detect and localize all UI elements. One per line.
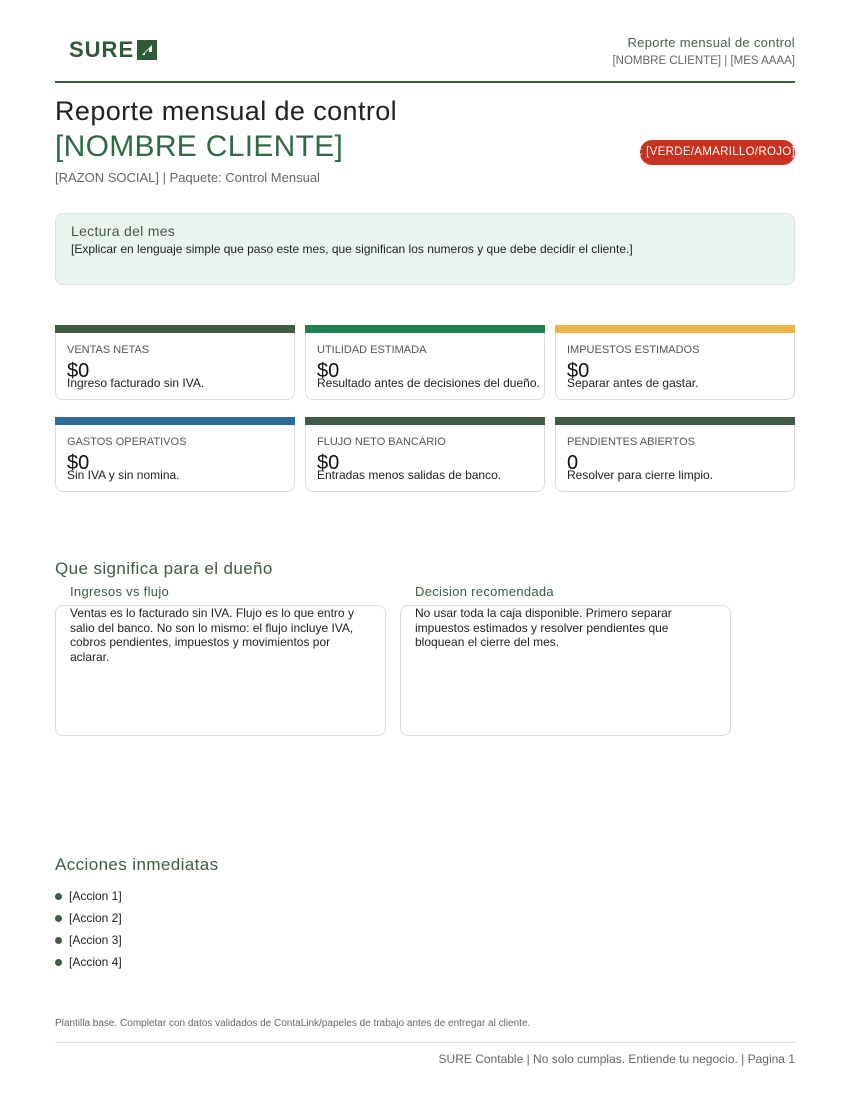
- ingresos-flujo-label: Ingresos vs flujo: [70, 584, 170, 599]
- kpi-note: Resultado antes de decisiones del dueño.: [317, 376, 540, 390]
- action-text: [Accion 3]: [69, 933, 122, 947]
- header-divider: [55, 81, 795, 83]
- kpi-accent-bar: [305, 417, 545, 425]
- action-item: [55, 929, 122, 951]
- kpi-note: Resolver para cierre limpio.: [567, 468, 714, 482]
- decision-text: No usar toda la caja disponible. Primero separar impuestos estimados y resolver pendientes que bloquean el cierre del mes.: [415, 606, 672, 649]
- header-meta: [612, 35, 795, 67]
- logo-mark-icon: [137, 40, 157, 60]
- kpi-accent-bar: [555, 325, 795, 333]
- kpi-accent-bar: [55, 417, 295, 425]
- client-name: [NOMBRE CLIENTE]: [55, 130, 344, 163]
- kpi-note: Separar antes de gastar.: [567, 376, 699, 390]
- kpi-card-flujo: [305, 417, 545, 492]
- kpi-accent-bar: [55, 325, 295, 333]
- actions-list: [55, 885, 122, 973]
- kpi-note: Ingreso facturado sin IVA.: [67, 376, 205, 390]
- header-subtitle: [NOMBRE CLIENTE] | [MES AAAA]: [612, 55, 795, 67]
- header-title: Reporte mensual de control: [627, 35, 795, 50]
- lectura-panel: [55, 213, 795, 285]
- semaforo-badge: [586, 140, 795, 165]
- kpi-label: GASTOS OPERATIVOS: [67, 436, 187, 448]
- action-item: [55, 951, 122, 973]
- action-item: [55, 885, 122, 907]
- lectura-title: Lectura del mes: [71, 223, 176, 239]
- kpi-label: FLUJO NETO BANCARIO: [317, 436, 446, 448]
- decision-box: [400, 605, 731, 736]
- kpi-value: $0: [317, 360, 340, 382]
- kpi-label: VENTAS NETAS: [67, 344, 150, 356]
- template-footnote: Plantilla base. Completar con datos validados de ContaLink/papeles de trabajo antes de entregar al cliente.: [55, 1018, 531, 1029]
- actions-section-title: Acciones inmediatas: [55, 855, 219, 874]
- page-title: Reporte mensual de control: [55, 96, 398, 126]
- razon-social: [RAZON SOCIAL] | Paquete: Control Mensual: [55, 170, 320, 185]
- ingresos-flujo-box: [55, 605, 386, 736]
- logo-text: SURE: [69, 37, 135, 62]
- page-footer: SURE Contable | No solo cumplas. Entiende tu negocio. | Pagina 1: [438, 1052, 795, 1066]
- action-text: [Accion 2]: [69, 911, 122, 925]
- kpi-label: IMPUESTOS ESTIMADOS: [567, 344, 700, 356]
- kpi-value: $0: [67, 360, 90, 382]
- action-text: [Accion 4]: [69, 955, 122, 969]
- kpi-card-gastos: [55, 417, 295, 492]
- meaning-section-title: Que significa para el dueño: [55, 559, 273, 578]
- kpi-note: Sin IVA y sin nomina.: [67, 468, 180, 482]
- kpi-accent-bar: [305, 325, 545, 333]
- kpi-value: $0: [567, 360, 590, 382]
- kpi-card-ventas: [55, 325, 295, 400]
- kpi-card-impuestos: [555, 325, 795, 400]
- action-text: [Accion 1]: [69, 889, 122, 903]
- ingresos-flujo-text: Ventas es lo facturado sin IVA. Flujo es lo que entro y salio del banco. No son lo mismo: el flujo incluye IVA, cobros pendientes, impuestos y movimientos por aclarar.: [70, 606, 354, 664]
- kpi-accent-bar: [555, 417, 795, 425]
- bullet-icon: [55, 937, 62, 944]
- kpi-card-utilidad: [305, 325, 545, 400]
- footer-divider: [55, 1042, 795, 1043]
- kpi-value: $0: [67, 452, 90, 474]
- kpi-card-pendientes: [555, 417, 795, 492]
- kpi-label: UTILIDAD ESTIMADA: [317, 344, 427, 356]
- decision-label: Decision recomendada: [415, 584, 554, 599]
- kpi-value: 0: [567, 452, 579, 474]
- action-item: [55, 907, 122, 929]
- company-logo: [69, 38, 157, 62]
- kpi-value: $0: [317, 452, 340, 474]
- bullet-icon: [55, 893, 62, 900]
- lectura-text: [Explicar en lenguaje simple que paso este mes, que significan los numeros y que debe decidir el cliente.]: [71, 242, 633, 256]
- bullet-icon: [55, 959, 62, 966]
- bullet-icon: [55, 915, 62, 922]
- kpi-note: Entradas menos salidas de banco.: [317, 468, 502, 482]
- semaforo-label: Semaforo: [VERDE/AMARILLO/ROJO]: [586, 146, 795, 158]
- kpi-label: PENDIENTES ABIERTOS: [567, 436, 695, 448]
